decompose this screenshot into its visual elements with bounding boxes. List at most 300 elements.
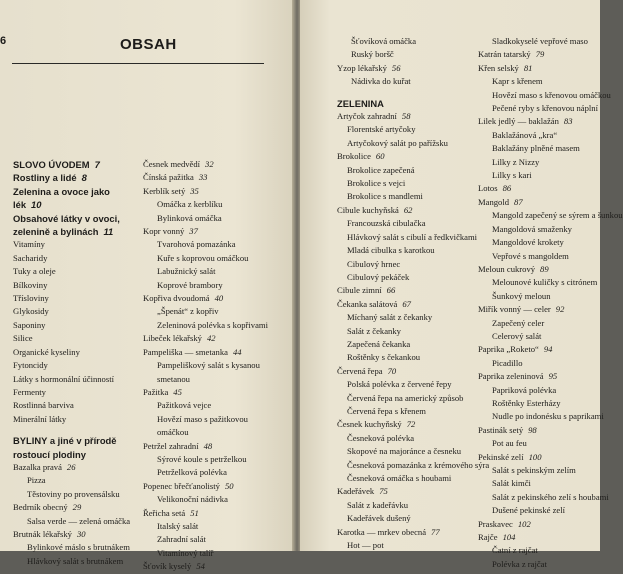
toc-entry xyxy=(13,386,135,399)
toc-entry-text: Cibule zimní xyxy=(337,285,382,296)
toc-entry-text: Fytoncidy xyxy=(13,360,48,371)
toc-entry xyxy=(337,485,471,498)
toc-page-number: 30 xyxy=(76,528,86,539)
toc-entry-text: Pažitková vejce xyxy=(157,400,212,411)
toc-subentry xyxy=(13,474,135,487)
toc-subentry xyxy=(337,405,471,418)
toc-subentry xyxy=(337,164,471,177)
toc-page-number: 37 xyxy=(189,226,198,237)
toc-page-number: 92 xyxy=(555,304,565,315)
toc-section-heading xyxy=(13,434,135,461)
toc-entry-text: Libeček lékařský xyxy=(143,333,202,344)
toc-subentry xyxy=(337,338,471,351)
toc-entry-text: Rostliny a lidé xyxy=(13,172,77,184)
toc-entry-text: Katrán tatarský xyxy=(478,49,531,60)
toc-entry-text: Brokolice s mandlemi xyxy=(347,191,423,202)
page-title: OBSAH xyxy=(120,36,177,53)
toc-subentry xyxy=(337,271,471,284)
toc-entry-text: Pampeliška — smetanka xyxy=(143,346,228,357)
toc-entry xyxy=(478,451,596,464)
toc-entry-text: Salát z kadeřávku xyxy=(347,499,409,510)
toc-entry-text: Ruský boršč xyxy=(351,49,394,60)
toc-entry xyxy=(337,62,471,75)
toc-subentry xyxy=(478,75,596,88)
toc-page-number: 75 xyxy=(379,486,388,497)
toc-subentry xyxy=(337,351,471,364)
toc-page-number: 60 xyxy=(375,151,385,162)
toc-entry-text: Roštěnky s čekankou xyxy=(347,352,421,363)
toc-page-number: 72 xyxy=(406,419,416,430)
toc-page-number: 87 xyxy=(514,196,523,207)
toc-entry-text: Dušené pekinské zelí xyxy=(492,505,566,516)
toc-subentry xyxy=(478,464,596,477)
toc-entry xyxy=(13,461,135,474)
toc-subentry xyxy=(478,276,596,289)
toc-subentry xyxy=(143,399,271,412)
toc-entry xyxy=(13,373,135,386)
toc-entry-text: Glykosidy xyxy=(13,306,49,317)
toc-subentry xyxy=(478,437,596,450)
toc-entry-text: Picadillo xyxy=(492,357,523,368)
toc-entry-text: Vitamíny xyxy=(13,239,45,250)
toc-subentry xyxy=(143,305,271,318)
toc-subentry xyxy=(143,373,271,386)
toc-entry xyxy=(478,48,596,61)
toc-subentry xyxy=(478,558,596,571)
toc-subentry xyxy=(478,317,596,330)
toc-entry xyxy=(143,292,271,305)
toc-section-heading xyxy=(337,97,471,110)
toc-entry-text: Skopové na majoránce a česneku xyxy=(347,446,462,457)
toc-entry-text: Petrželková polévka xyxy=(157,467,227,478)
toc-subentry xyxy=(143,520,271,533)
toc-entry-text: Pekinské zelí xyxy=(478,451,524,462)
toc-entry-text: Praskavec xyxy=(478,518,513,529)
toc-section-heading xyxy=(13,212,135,239)
toc-entry xyxy=(143,507,271,520)
toc-entry-text: Salsa verde — zelená omáčka xyxy=(27,515,131,526)
toc-entry-text: Hot — pot xyxy=(347,540,384,551)
toc-page-number: 58 xyxy=(401,111,411,122)
toc-page-number: 100 xyxy=(528,451,542,462)
toc-subentry xyxy=(337,459,490,472)
toc-page-number: 56 xyxy=(391,62,401,73)
toc-entry-text: Sladkokyselé vepřové maso xyxy=(492,36,588,46)
toc-entry-text: Mladá cibulka s karotkou xyxy=(347,245,435,256)
toc-entry-text: Silice xyxy=(13,333,33,344)
toc-subentry xyxy=(13,488,135,501)
toc-page-number: 42 xyxy=(206,333,216,344)
toc-subentry xyxy=(337,75,471,88)
toc-entry xyxy=(478,182,596,195)
toc-entry-text: Česneková pomazánka z krémového sýra xyxy=(347,459,490,470)
toc-entry xyxy=(13,279,135,292)
right-page xyxy=(300,0,623,569)
toc-entry-text: Papriková polévka xyxy=(492,384,557,395)
toc-entry-text: Česnek kuchyňský xyxy=(337,419,402,430)
toc-entry xyxy=(13,413,135,426)
toc-subentry xyxy=(478,410,604,423)
toc-subentry xyxy=(478,397,596,410)
toc-entry xyxy=(13,399,135,412)
toc-entry-text: Artyčokový salát po pařížsku xyxy=(347,137,448,148)
toc-entry-text: Česnek medvědí xyxy=(143,159,201,169)
toc-entry-text: Červená řepa na americký způsob xyxy=(347,392,464,403)
toc-entry-text: Bílkoviny xyxy=(13,279,48,290)
toc-entry xyxy=(13,501,135,514)
toc-entry-text: Karotka — mrkev obecná xyxy=(337,526,427,537)
toc-subentry xyxy=(337,137,471,150)
toc-entry-text: Kadeřávek xyxy=(337,486,375,497)
toc-subentry xyxy=(478,223,596,236)
toc-entry xyxy=(143,346,271,359)
toc-entry-text: Červená řepa s křenem xyxy=(347,405,426,416)
toc-subentry xyxy=(143,319,271,332)
toc-subentry xyxy=(478,477,596,490)
toc-entry xyxy=(13,292,135,305)
toc-entry-text: Rostlinná barviva xyxy=(13,400,74,411)
toc-entry-text: Obsahové látky v ovoci, zelenině a bylinách xyxy=(13,212,120,238)
toc-subentry xyxy=(478,491,609,504)
toc-entry xyxy=(143,440,271,453)
toc-subentry xyxy=(478,209,623,222)
toc-entry xyxy=(143,560,271,573)
toc-entry-text: Francouzská cibulačka xyxy=(347,218,426,229)
toc-entry-text: Látky s hormonální účinností xyxy=(13,373,114,384)
toc-entry-text: Česneková omáčka s houbami xyxy=(347,473,452,483)
toc-entry-text: Šťovík kyselý xyxy=(143,561,192,572)
toc-page-number: 77 xyxy=(431,526,440,537)
toc-subentry xyxy=(337,325,471,338)
toc-subentry xyxy=(143,265,271,278)
toc-entry xyxy=(143,158,271,171)
toc-entry-text: Zapečená čekanka xyxy=(347,338,411,349)
toc-entry-text: Kuře s koprovou omáčkou xyxy=(157,252,249,263)
toc-subentry xyxy=(337,35,471,48)
toc-entry-text: Polská polévka z červené řepy xyxy=(347,379,452,390)
toc-subentry xyxy=(337,244,471,257)
toc-subentry xyxy=(337,392,471,405)
toc-subentry xyxy=(337,539,471,552)
toc-entry-text: Baklažánová „kra“ xyxy=(492,129,558,140)
toc-subentry xyxy=(143,198,271,211)
toc-entry xyxy=(337,150,471,163)
toc-page-number: 54 xyxy=(196,561,205,572)
toc-entry-text: Bedrník obecný xyxy=(13,502,68,513)
toc-entry-text: Salát kimči xyxy=(492,478,531,489)
toc-entry xyxy=(478,343,596,356)
toc-entry-text: Hovězí maso s křenovou omáčkou xyxy=(492,89,611,100)
toc-entry-text: Hlávkový salát s cibulí a ředkvičkami xyxy=(347,231,478,242)
toc-entry-text: Těstoviny po provensálsku xyxy=(27,488,120,499)
toc-entry-text: Hovězí maso s pažitkovou xyxy=(157,413,248,424)
toc-entry xyxy=(13,528,135,541)
toc-entry xyxy=(13,252,135,265)
toc-page-number: 29 xyxy=(72,502,82,513)
toc-entry-text: Salát z pekinského zelí s houbami xyxy=(492,491,609,502)
toc-entry xyxy=(143,185,271,198)
toc-entry xyxy=(478,303,596,316)
toc-entry-text: Míchaný salát z čekanky xyxy=(347,312,433,323)
toc-entry-text: Mangold zapečený se sýrem a šunkou xyxy=(492,210,623,221)
toc-entry-text: Omáčka z kerblíku xyxy=(157,199,223,210)
toc-entry xyxy=(143,332,271,345)
toc-page-number: 89 xyxy=(540,263,549,274)
toc-subentry xyxy=(337,258,471,271)
toc-page-number: 81 xyxy=(523,62,533,73)
toc-entry-text: Česneková polévka xyxy=(347,432,415,443)
toc-entry-text: Brokolice zapečená xyxy=(347,164,415,175)
toc-entry-text: Roštěnky Esterházy xyxy=(492,397,561,408)
toc-entry-text: Koprové brambory xyxy=(157,279,223,290)
toc-entry-text: Brutnák lékařský xyxy=(13,528,72,539)
toc-subentry xyxy=(478,504,596,517)
toc-page-number: 48 xyxy=(203,440,213,451)
toc-entry-text: Zahradní salát xyxy=(157,534,206,545)
toc-entry-text: Florentské artyčoky xyxy=(347,124,416,135)
toc-entry xyxy=(478,531,596,544)
toc-entry xyxy=(478,424,596,437)
toc-subentry xyxy=(478,89,611,102)
toc-entry-text: Zapečený celer xyxy=(492,317,545,328)
toc-subentry xyxy=(337,445,471,458)
page-number: 6 xyxy=(0,35,7,47)
toc-page-number: 7 xyxy=(94,159,100,170)
toc-entry xyxy=(478,518,596,531)
title-rule xyxy=(12,63,264,64)
toc-entry-text: Křen selský xyxy=(478,62,519,73)
toc-subentry xyxy=(478,357,596,370)
toc-subentry xyxy=(143,547,271,560)
toc-page-number: 32 xyxy=(205,159,214,169)
toc-subentry xyxy=(143,493,271,506)
toc-subentry xyxy=(337,472,471,485)
toc-page-number: 98 xyxy=(528,424,537,435)
toc-entry-text: Mangoldová smaženky xyxy=(492,223,572,234)
toc-subentry xyxy=(478,250,596,263)
toc-entry-text: Lilky s kari xyxy=(492,170,532,181)
toc-entry-text: Vepřové s mangoldem xyxy=(492,250,569,261)
toc-entry-text: Sacharidy xyxy=(13,252,48,263)
toc-subentry xyxy=(143,212,271,225)
toc-page-number: 11 xyxy=(103,226,114,238)
toc-page-number: 40 xyxy=(214,293,224,304)
toc-subentry xyxy=(478,35,596,48)
toc-entry-text: SLOVO ÚVODEM xyxy=(13,159,90,170)
toc-section-heading xyxy=(13,171,135,184)
toc-subentry xyxy=(143,453,271,466)
toc-entry xyxy=(143,225,271,238)
toc-entry-text: Polévka z rajčat xyxy=(492,558,547,569)
toc-page-number: 102 xyxy=(517,518,531,529)
toc-entry xyxy=(478,370,596,383)
toc-page-number: 95 xyxy=(548,371,558,382)
toc-subentry xyxy=(337,499,471,512)
toc-page-number: 8 xyxy=(81,172,87,184)
toc-subentry xyxy=(478,384,596,397)
toc-page-number: 94 xyxy=(543,344,553,355)
toc-subentry xyxy=(337,432,471,445)
toc-subentry xyxy=(478,544,596,557)
toc-entry-text: Brokolice s vejci xyxy=(347,178,406,189)
toc-subentry xyxy=(337,512,471,525)
toc-entry-text: Bylinkové máslo s brutnákem xyxy=(27,542,130,553)
toc-entry-text: Tuky a oleje xyxy=(13,266,56,277)
toc-subentry xyxy=(143,533,271,546)
toc-entry-text: Celerový salát xyxy=(492,330,542,341)
toc-page-number: 26 xyxy=(66,461,76,472)
toc-subentry xyxy=(143,466,271,479)
toc-subentry xyxy=(337,311,471,324)
toc-entry-text: Brokolice xyxy=(337,151,371,162)
toc-entry xyxy=(478,263,596,276)
toc-entry-text: „Špenát“ z kopřiv xyxy=(157,306,219,317)
toc-page-number: 35 xyxy=(190,185,199,196)
toc-entry-text: Zelenina a ovoce jako lék xyxy=(13,185,110,211)
toc-entry-text: Artyčok zahradní xyxy=(337,111,397,122)
toc-entry-text: Čínská pažitka xyxy=(143,172,194,183)
toc-entry xyxy=(13,332,135,345)
toc-entry-text: Miřík vonný — celer xyxy=(478,304,551,315)
toc-entry-text: Lotos xyxy=(478,183,498,194)
toc-entry-text: Kadeřávek dušený xyxy=(347,513,411,524)
toc-subentry xyxy=(337,378,471,391)
toc-section-heading xyxy=(13,185,135,212)
toc-entry xyxy=(143,386,271,399)
toc-entry xyxy=(337,526,471,539)
toc-entry-text: Zeleninová polévka s kopřivami xyxy=(157,319,268,330)
toc-entry-text: Čekanka salátová xyxy=(337,298,398,309)
toc-entry-text: ZELENINA xyxy=(337,97,384,109)
toc-entry-text: Šťovíková omáčka xyxy=(351,36,417,46)
toc-subentry xyxy=(337,231,478,244)
toc-page-number: 33 xyxy=(198,172,208,183)
toc-entry-text: Řeřicha setá xyxy=(143,507,186,518)
toc-entry-text: Paprika „Roketo“ xyxy=(478,344,539,355)
toc-subentry xyxy=(13,515,135,528)
toc-subentry xyxy=(337,177,471,190)
toc-entry-text: Bazalka pravá xyxy=(13,461,62,472)
toc-entry-text: Lilek jedlý — baklažán xyxy=(478,116,559,127)
toc-entry-text: Baklažány plněné masem xyxy=(492,143,580,154)
toc-subentry xyxy=(337,190,471,203)
toc-page-number: 79 xyxy=(535,49,545,60)
toc-entry-text: Organické kyseliny xyxy=(13,346,80,357)
toc-entry-text: Labužnický salát xyxy=(157,266,216,277)
toc-entry-text: Yzop lékařský xyxy=(337,62,387,73)
toc-entry-text: Paprika zeleninová xyxy=(478,371,544,382)
toc-page-number: 66 xyxy=(386,285,396,296)
toc-entry-text: Cibulový hrnec xyxy=(347,258,401,269)
toc-entry-text: Salát z čekanky xyxy=(347,325,401,336)
toc-subentry xyxy=(143,426,271,439)
toc-entry-text: Meloun cukrový xyxy=(478,263,536,274)
toc-entry-text: BYLINY a jiné v přírodě rostoucí plodiny xyxy=(13,435,117,460)
toc-entry-text: Mangoldové krokety xyxy=(492,237,564,248)
toc-entry-text: Cibulový pekáček xyxy=(347,271,410,282)
toc-page-number: 70 xyxy=(387,365,397,376)
toc-entry-text: Pampeliškový salát s kysanou xyxy=(157,360,260,371)
toc-subentry xyxy=(143,279,271,292)
toc-entry-text: Salát s pekinským zelím xyxy=(492,465,576,475)
toc-entry-text: Mangold xyxy=(478,196,510,207)
toc-subentry xyxy=(13,541,135,554)
toc-entry xyxy=(143,480,271,493)
toc-entry-text: Popenec břečťanolistý xyxy=(143,480,220,491)
toc-entry-text: Kopr vonný xyxy=(143,226,185,237)
toc-entry-text: Kerblík setý xyxy=(143,185,186,196)
toc-entry-text: Pastinák setý xyxy=(478,424,524,435)
toc-entry xyxy=(143,171,271,184)
toc-subentry xyxy=(478,102,596,115)
toc-entry-text: Červená řepa xyxy=(337,365,383,376)
toc-entry xyxy=(337,110,471,123)
toc-entry-text: Sýrové koule s petrželkou xyxy=(157,453,247,464)
toc-subentry xyxy=(478,129,596,142)
toc-subentry xyxy=(143,359,271,372)
toc-entry-text: Saponiny xyxy=(13,319,46,330)
toc-subentry xyxy=(337,217,471,230)
toc-entry xyxy=(337,284,471,297)
toc-entry-text: Petržel zahradní xyxy=(143,440,199,451)
toc-entry-text: Pot au feu xyxy=(492,438,527,449)
toc-entry xyxy=(13,238,135,251)
toc-entry-text: Pizza xyxy=(27,475,46,486)
toc-entry-text: omáčkou xyxy=(157,427,189,438)
toc-entry xyxy=(13,359,135,372)
toc-column-4 xyxy=(478,35,623,571)
toc-page-number: 10 xyxy=(31,199,42,211)
toc-entry-text: Fermenty xyxy=(13,386,46,397)
toc-page-number: 83 xyxy=(563,116,573,127)
toc-entry-text: Lilky z Nizzy xyxy=(492,156,540,167)
toc-subentry xyxy=(478,156,596,169)
toc-subentry xyxy=(478,290,596,303)
toc-subentry xyxy=(143,252,271,265)
toc-entry xyxy=(13,319,135,332)
toc-entry-text: Vitamínový talíř xyxy=(157,547,214,558)
toc-entry xyxy=(13,346,135,359)
toc-entry xyxy=(337,418,471,431)
toc-page-number: 45 xyxy=(173,386,182,397)
toc-entry-text: Cibule kuchyňská xyxy=(337,204,399,215)
toc-entry-text: Minerální látky xyxy=(13,413,67,424)
toc-subentry xyxy=(13,555,135,568)
toc-entry-text: Šunkový meloun xyxy=(492,290,551,301)
toc-entry-text: Nádivka do kuřat xyxy=(351,76,411,87)
toc-page-number: 51 xyxy=(190,507,199,518)
toc-subentry xyxy=(478,330,596,343)
toc-section-heading xyxy=(13,158,135,171)
left-page xyxy=(0,0,294,572)
toc-entry-text: Bylinková omáčka xyxy=(157,212,222,223)
toc-page-number: 50 xyxy=(224,480,234,491)
toc-entry-text: Tvarohová pomazánka xyxy=(157,239,236,250)
toc-entry-text: Nudle po indonésku s paprikami xyxy=(492,411,604,422)
toc-page-number: 104 xyxy=(502,532,516,543)
toc-entry-text: Kopřiva dvoudomá xyxy=(143,293,210,304)
toc-entry-text: smetanou xyxy=(157,373,190,384)
toc-subentry xyxy=(337,48,471,61)
toc-entry-text: Velikonoční nádivka xyxy=(157,494,228,505)
toc-entry xyxy=(13,265,135,278)
toc-entry-text: Kapr s křenem xyxy=(492,76,543,87)
toc-page-number: 67 xyxy=(402,298,411,309)
toc-entry-text: Pečené ryby s křenovou náplní xyxy=(492,103,598,114)
toc-entry xyxy=(337,365,471,378)
toc-subentry xyxy=(143,238,271,251)
toc-page-number: 62 xyxy=(403,204,413,215)
